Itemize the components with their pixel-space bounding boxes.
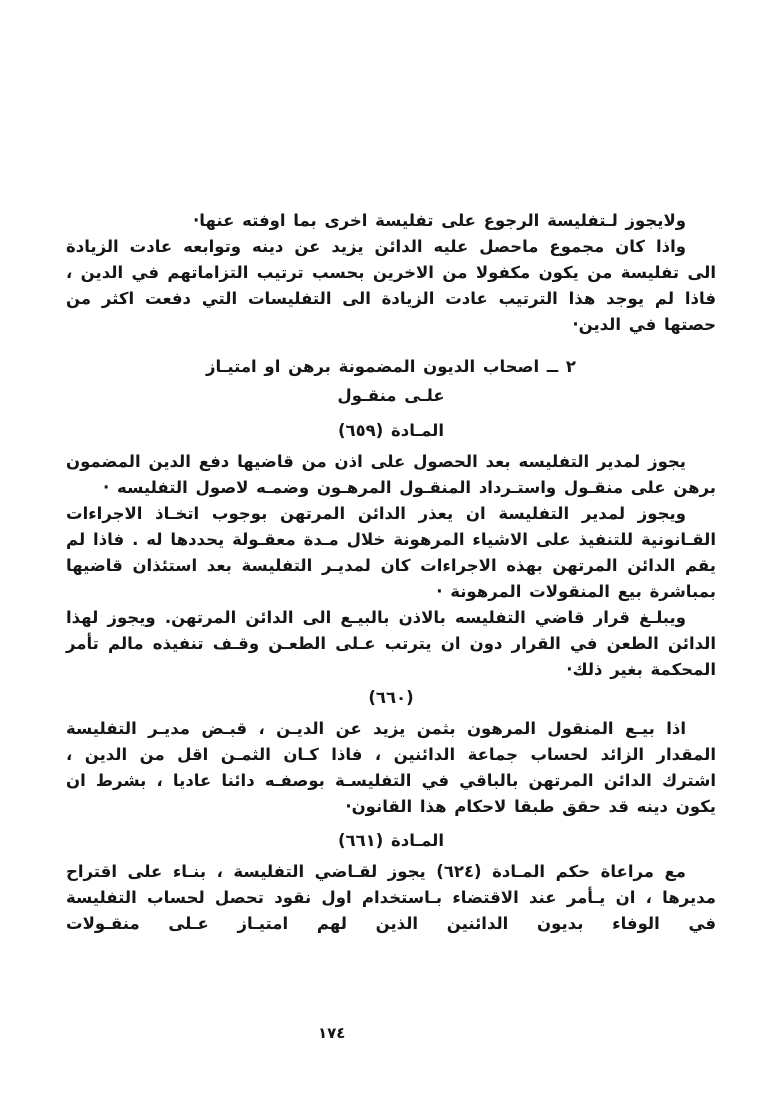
article-660-paragraph-1: اذا بيـع المنقول المرهون بثمن يزيد عن الديـن ، قبـض مديـر التفليسة المقدار الزائد لحساب جماعة الدائنين ، فاذا كـان الثمـن اقل من الدين ، اشترك الدائن المرتهن بالباقي في التفليسـة بوصفـه دائنا عاديا ، بشرط ان يكون دينه قد حقق طبقا لاحكام هذا القانون· [66,719,716,816]
article-659-paragraph-2: ويجوز لمدير التفليسة ان يعذر الدائن المرتهن بوجوب اتخـاذ الاجراءات القـانونية للتنفيذ على الاشياء المرهونة خلال مـدة معقـولة يحددها له . فاذا لم يقم الدائن المرتهن بهذه الاجراءات كان لمديـر التفليسة بعد استئذان قاضيها بمباشرة بيع المنقولات المرهونة · [66,504,716,601]
article-661-heading: المـادة (٦٦١) [337,831,444,850]
paragraph-no-recourse: ولايجوز لـتفليسة الرجوع على تفليسة اخرى بما اوفته عنها· [192,211,686,230]
article-659-heading: المـادة (٦٥٩) [337,421,444,440]
article-660-heading: (٦٦٠) [368,688,414,707]
article-659-paragraph-3: ويبلـغ قرار قاضي التفليسه بالاذن بالبيـع الى الدائن المرتهن. ويجوز لهذا الدائن الطعن في القرار دون ان يترتب عـلى الطعـن وقـف تنفيذه مالم تأمر المحكمة بغير ذلك· [66,608,716,679]
page-number: ١٧٤ [318,1024,346,1042]
text-column [66,208,716,937]
paragraph-surplus-distribution: واذا كان مجموع ماحصل عليه الدائن يزيد عن دينه وتوابعه عادت الزيادة الى تفليسة من يكون مكفولا من الاخرين بحسب ترتيب التزاماتهم في الدين ، فاذا لم يوجد هذا الترتيب عادت الزيادة الى التفليسات التي دفعت اكثر من حصتها في الدين· [66,237,716,334]
article-661-paragraph-1: مع مراعاة حكم المـادة (٦٢٤) يجوز لقـاضي التفليسة ، بنـاء على اقتراح مديرها ، ان يـأمر عند الاقتضاء بـاستخدام اول نقود تحصل لحساب التفليسة في الوفاء بديون الدائنين الذين لهم امتيـاز عـلى منقـولات [66,862,716,933]
section-heading-on-movables: علـى منقـول [337,386,445,405]
article-659-paragraph-1: يجوز لمدير التفليسه بعد الحصول على اذن من قاضيها دفع الدين المضمون برهن على منقـول واستـرداد المنقـول المرهـون وضمـه لاصول التفليسه · [66,452,716,497]
section-heading-secured-debts: ٢ ــ اصحاب الديون المضمونة برهن او امتيـاز [206,357,576,376]
